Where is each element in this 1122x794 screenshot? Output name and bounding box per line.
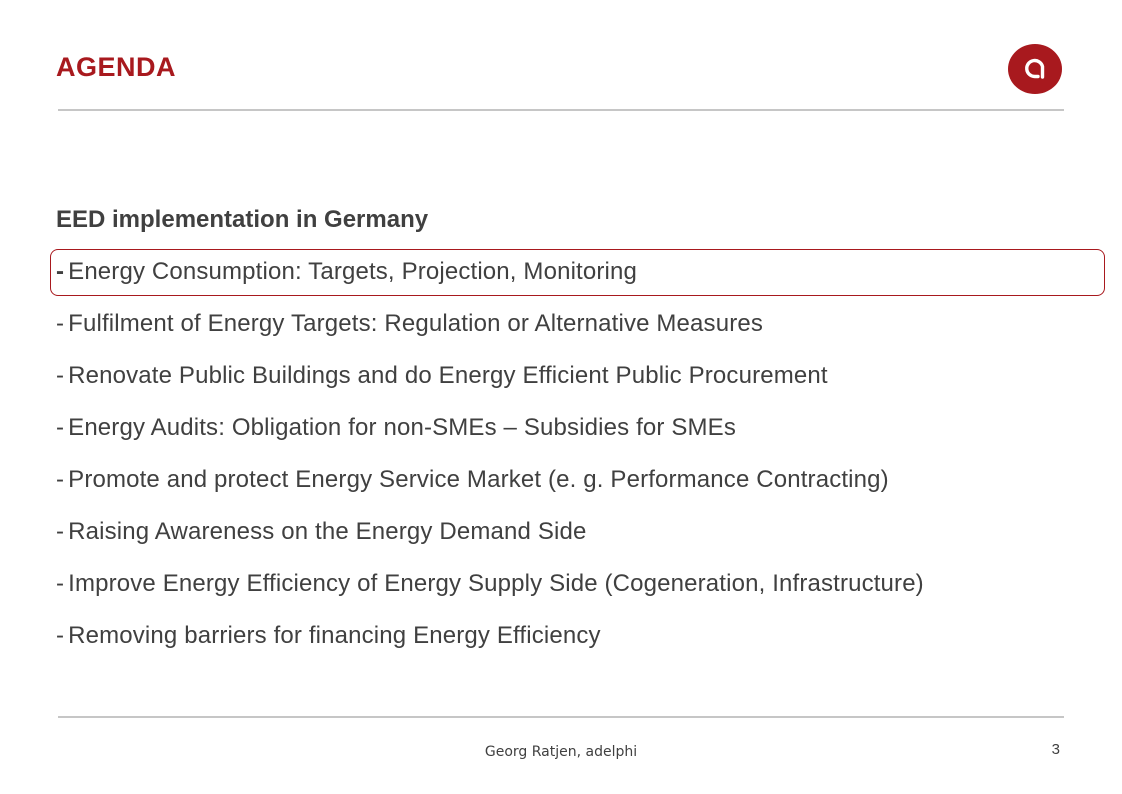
page-number: 3 [1051,741,1060,758]
agenda-item-text: Removing barriers for financing Energy Efficiency [68,622,601,649]
slide-title: AGENDA [56,52,177,82]
agenda-item-text: Fulfilment of Energy Targets: Regulation or Alternative Measures [68,310,763,337]
adelphi-logo-icon [1008,44,1062,94]
agenda-item-text: Energy Audits: Obligation for non-SMEs – Subsidies for SMEs [68,414,736,441]
agenda-item-text: Promote and protect Energy Service Market (e. g. Performance Contracting) [68,466,889,493]
agenda-list [56,200,1116,668]
agenda-heading: EED implementation in Germany [56,206,429,233]
agenda-item [56,304,1116,356]
agenda-item-dash: - [56,466,65,493]
agenda-item [56,356,1116,408]
agenda-item [56,252,1116,304]
agenda-item-text: Improve Energy Efficiency of Energy Supply Side (Cogeneration, Infrastructure) [68,570,924,597]
agenda-item-dash: - [56,622,65,649]
footer-author: Georg Ratjen, adelphi [484,744,638,760]
agenda-item-text: Energy Consumption: Targets, Projection, Monitoring [68,258,637,285]
agenda-item-dash: - [56,518,65,545]
agenda-item [56,564,1116,616]
agenda-item [56,460,1116,512]
agenda-item-text: Renovate Public Buildings and do Energy Efficient Public Procurement [68,362,828,389]
agenda-item-text: Raising Awareness on the Energy Demand Side [68,518,587,545]
agenda-item [56,408,1116,460]
agenda-item-dash: - [56,570,65,597]
agenda-item-dash: - [56,258,65,285]
agenda-item-dash: - [56,362,65,389]
agenda-item-dash: - [56,310,65,337]
agenda-item [56,512,1116,564]
agenda-item [56,616,1116,668]
agenda-item-dash: - [56,414,65,441]
footer-divider [58,716,1064,718]
header-divider [58,109,1064,111]
